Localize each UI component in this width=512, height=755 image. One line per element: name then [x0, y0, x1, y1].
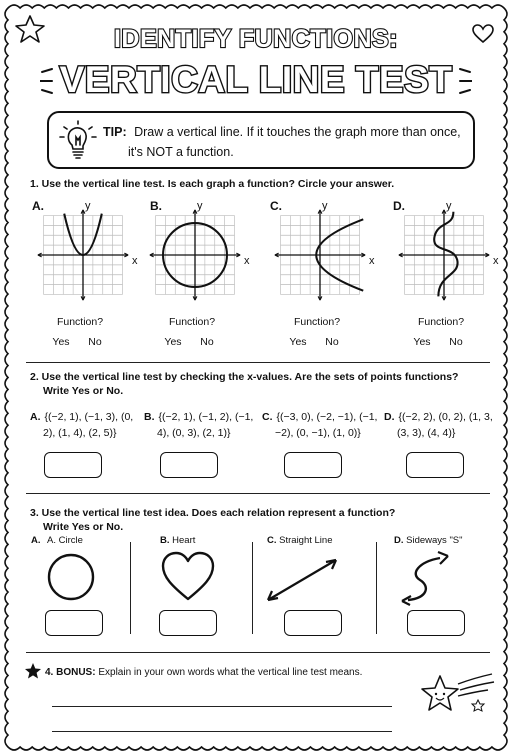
no-option[interactable]: No — [449, 336, 463, 348]
yes-option[interactable]: Yes — [413, 336, 431, 348]
column-divider — [130, 542, 131, 634]
relation-label-a: A. Circle — [47, 535, 83, 546]
heart-icon — [472, 24, 494, 44]
y-axis-label: y — [446, 200, 452, 212]
point-set — [262, 409, 380, 441]
x-axis-label: x — [132, 255, 138, 267]
question-4-prompt — [45, 666, 362, 680]
no-option[interactable]: No — [200, 336, 214, 348]
tip-text — [103, 122, 463, 162]
bonus-label: 4. BONUS: — [45, 667, 96, 678]
function-question-label: Function? — [56, 316, 104, 328]
set-line-2: 2), (1, 4), (2, 5)} — [43, 427, 117, 439]
answer-box-3a[interactable] — [45, 610, 103, 636]
no-option[interactable]: No — [325, 336, 339, 348]
set-letter: D. — [384, 411, 395, 423]
no-option[interactable]: No — [88, 336, 102, 348]
point-set — [30, 409, 148, 441]
relation-letter-a: A. — [31, 535, 41, 546]
set-letter: B. — [144, 411, 155, 423]
answer-box-3d[interactable] — [407, 610, 465, 636]
question-2-prompt — [30, 370, 480, 398]
column-divider — [376, 542, 377, 634]
set-line-1: {(−2, 1), (−1, 2), (−1, — [158, 411, 254, 423]
set-line-1: {(−3, 0), (−2, −1), (−1, — [276, 411, 378, 423]
relation-label-d: Sideways "S" — [406, 535, 463, 546]
answer-box-2d[interactable] — [406, 452, 464, 478]
section-divider — [26, 493, 490, 494]
graph-letter: A. — [32, 199, 44, 213]
graph-letter: B. — [150, 199, 162, 213]
yes-option[interactable]: Yes — [164, 336, 182, 348]
function-question-label: Function? — [417, 316, 465, 328]
answer-box-2a[interactable] — [44, 452, 102, 478]
question-3-prompt — [30, 506, 480, 534]
circle-shape — [46, 552, 96, 602]
relation-letter-b: B. — [160, 535, 170, 546]
tip-line-1: Draw a vertical line. If it touches the graph more than once, — [134, 125, 461, 139]
answer-box-2c[interactable] — [284, 452, 342, 478]
section-divider — [26, 652, 490, 653]
point-set — [144, 409, 262, 441]
y-axis-label: y — [85, 200, 91, 212]
shooting-star-icon — [418, 670, 496, 726]
straight-line-arrow-shape — [262, 556, 342, 604]
yes-option[interactable]: Yes — [52, 336, 70, 348]
answer-box-2b[interactable] — [160, 452, 218, 478]
y-axis-label: y — [197, 200, 203, 212]
y-axis-label: y — [322, 200, 328, 212]
yes-option[interactable]: Yes — [289, 336, 307, 348]
set-line-2: (3, 3), (4, 4)} — [397, 427, 456, 439]
graph-sideways-parabola — [273, 208, 367, 302]
question-3-line-1: 3. Use the vertical line test idea. Does each relation represent a function? — [30, 507, 396, 519]
graph-letter: C. — [270, 199, 282, 213]
right-sparkle-icon — [460, 69, 472, 93]
column-divider — [252, 542, 253, 634]
set-line-2: −2), (0, −1), (1, 0)} — [275, 427, 361, 439]
set-letter: C. — [262, 411, 273, 423]
heart-shape — [160, 550, 216, 602]
sideways-s-arrow-shape — [400, 550, 460, 606]
bonus-star-icon — [24, 662, 42, 680]
graph-circle — [148, 208, 242, 302]
question-3-line-2: Write Yes or No. — [43, 521, 124, 533]
question-4-text: Explain in your own words what the vertical line test means. — [98, 667, 363, 678]
point-set — [384, 409, 502, 441]
x-axis-label: x — [493, 255, 499, 267]
graph-parabola — [36, 208, 130, 302]
question-1-prompt: 1. Use the vertical line test. Is each graph a function? Circle your answer. — [30, 178, 395, 190]
set-line-1: {(−2, 1), (−1, 3), (0, — [44, 411, 134, 423]
tip-label: TIP: — [103, 125, 127, 139]
answer-line[interactable] — [52, 706, 392, 707]
lightbulb-icon — [57, 119, 99, 163]
question-2-line-1: 2. Use the vertical line test by checking the x-values. Are the sets of points functions? — [30, 371, 459, 383]
relation-label-b: Heart — [172, 535, 196, 546]
title-line-2: VERTICAL LINE TEST — [59, 59, 453, 100]
title-line-1: IDENTIFY FUNCTIONS: — [113, 25, 399, 53]
relation-label-c: Straight Line — [279, 535, 333, 546]
question-2-line-2: Write Yes or No. — [43, 385, 124, 397]
relation-letter-c: C. — [267, 535, 277, 546]
tip-box — [47, 111, 475, 169]
section-divider — [26, 362, 490, 363]
answer-box-3b[interactable] — [159, 610, 217, 636]
x-axis-label: x — [244, 255, 250, 267]
function-question-label: Function? — [293, 316, 341, 328]
relation-letter-d: D. — [394, 535, 404, 546]
x-axis-label: x — [369, 255, 375, 267]
answer-line[interactable] — [52, 731, 392, 732]
set-line-2: 4), (0, 3), (2, 1)} — [157, 427, 231, 439]
set-line-1: {(−2, 2), (0, 2), (1, 3, — [398, 411, 493, 423]
tip-line-2: it's NOT a function. — [128, 145, 234, 159]
graph-letter: D. — [393, 199, 405, 213]
left-sparkle-icon — [40, 69, 52, 93]
worksheet-title — [40, 14, 472, 104]
graph-s-curve — [397, 208, 491, 302]
answer-box-3c[interactable] — [284, 610, 342, 636]
set-letter: A. — [30, 411, 41, 423]
function-question-label: Function? — [168, 316, 216, 328]
